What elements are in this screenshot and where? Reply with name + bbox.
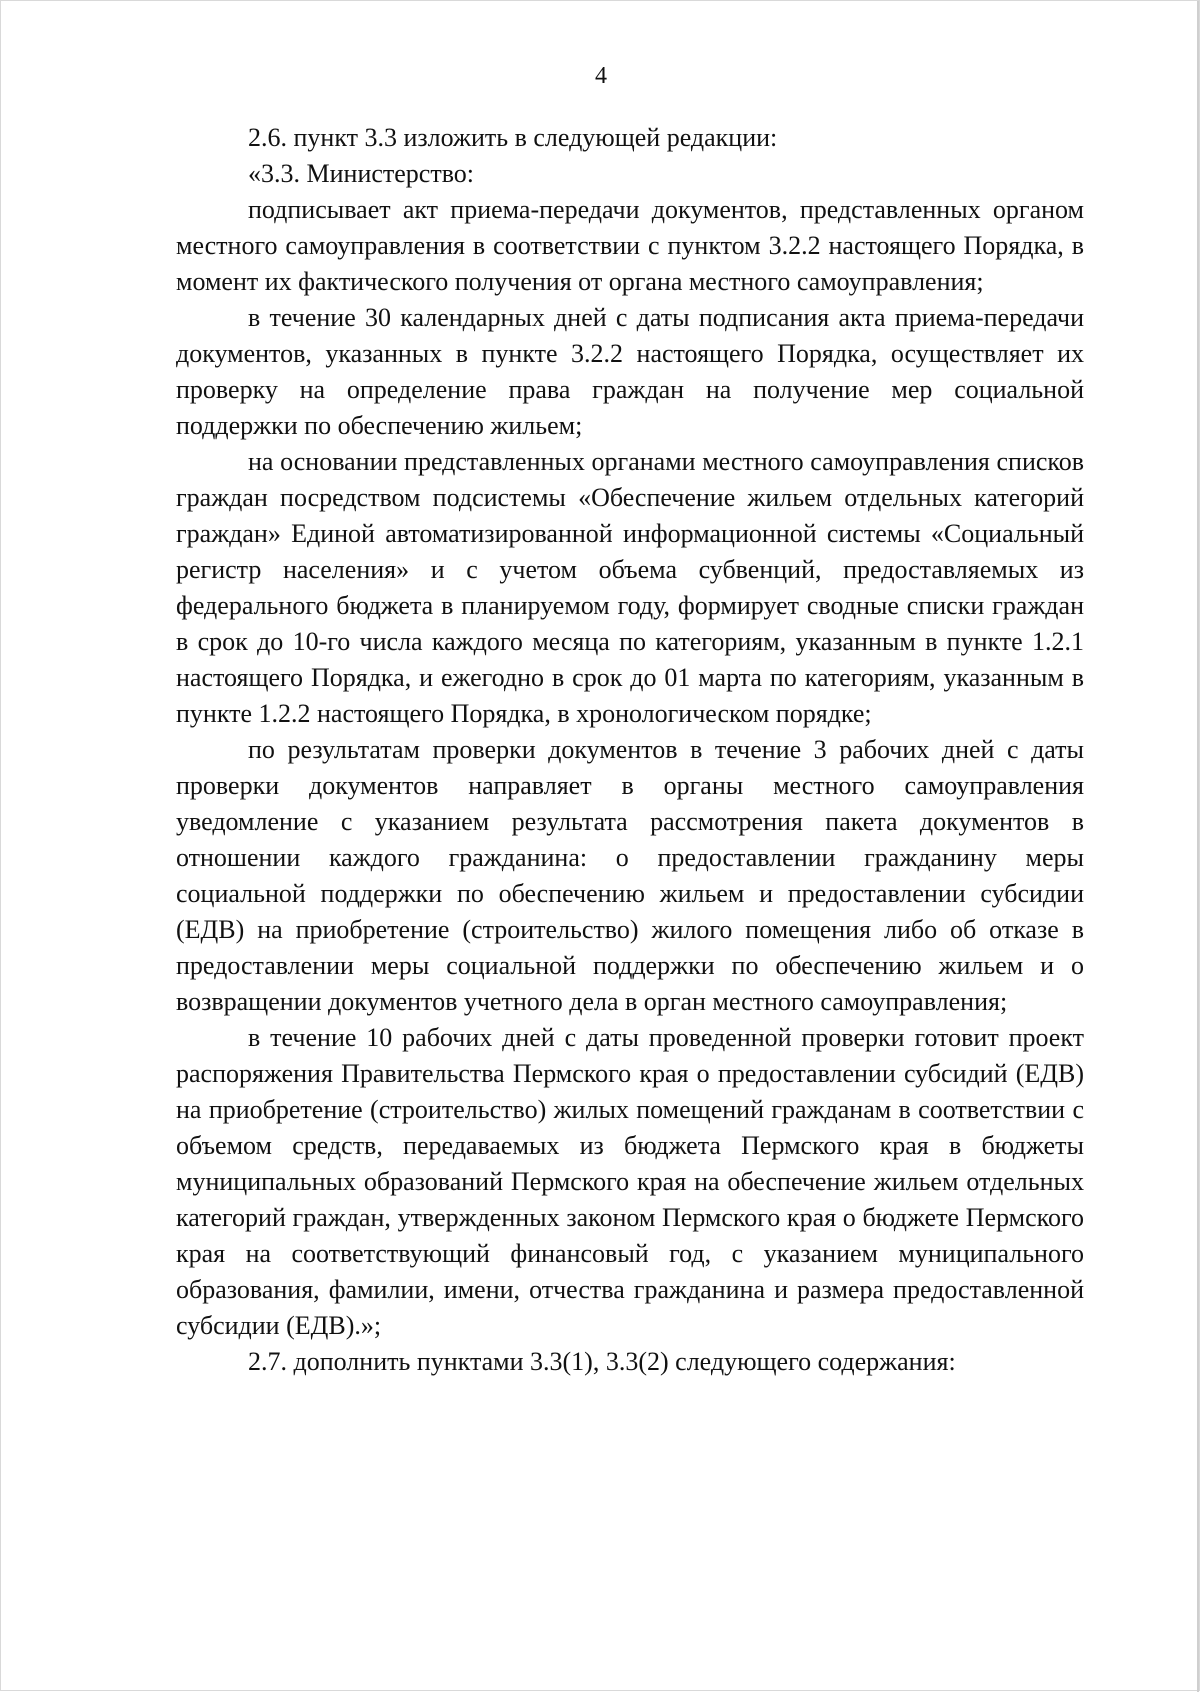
scan-edge-divider <box>1197 1 1199 1692</box>
paragraph-2-7: 2.7. дополнить пунктами 3.3(1), 3.3(2) следующего содержания: <box>248 1347 956 1376</box>
paragraph-summary-lists: на основании представленных органами местного самоуправления списков граждан посредством подсистемы «Обеспечение жильем отдельных категорий граждан» Единой автоматизированной информационной системы «Социальный регистр населения» и с учетом объема субвенций, предоставляемых из федерального бюджета в планируемом году, формирует сводные списки граждан в срок до 10-го числа каждого месяца по категориям, указанным в пункте 1.2.1 настоящего Порядка, и ежегодно в срок до 01 марта по категориям, указанным в пункте 1.2.2 настоящего Порядка, в хронологическом порядке; <box>176 447 1084 728</box>
document-body <box>176 120 1084 1380</box>
paragraph-3-3-heading: «3.3. Министерство: <box>248 159 475 188</box>
paragraph-3-days-notice: по результатам проверки документов в течение 3 рабочих дней с даты проверки документов направляет в органы местного самоуправления уведомление с указанием результата рассмотрения пакета документов в отношении каждого гражданина: о предоставлении гражданину меры социальной поддержки по обеспечению жильем и предоставлении субсидии (ЕДВ) на приобретение (строительство) жилого помещения либо об отказе в предоставлении меры социальной поддержки по обеспечению жильем и о возвращении документов учетного дела в орган местного самоуправления; <box>176 735 1084 1016</box>
paragraph-10-days-order: в течение 10 рабочих дней с даты проведенной проверки готовит проект распоряжения Правительства Пермского края о предоставлении субсидий (ЕДВ) на приобретение (строительство) жилых помещений гражданам в соответствии с объемом средств, передаваемых из бюджета Пермского края в бюджеты муниципальных образований Пермского края на обеспечение жильем отдельных категорий граждан, утвержденных законом Пермского края о бюджете Пермского края на соответствующий финансовый год, с указанием муниципального образования, фамилии, имени, отчества гражданина и размера предоставленной субсидии (ЕДВ).»; <box>176 1023 1084 1340</box>
paragraph-2-6: 2.6. пункт 3.3 изложить в следующей редакции: <box>248 123 778 152</box>
paragraph-signs-act: подписывает акт приема-передачи документов, представленных органом местного самоуправления в соответствии с пунктом 3.2.2 настоящего Порядка, в момент их фактического получения от органа местного самоуправления; <box>176 195 1084 296</box>
page-number: 4 <box>595 63 607 89</box>
paragraph-30-days-check: в течение 30 календарных дней с даты подписания акта приема-передачи документов, указанных в пункте 3.2.2 настоящего Порядка, осуществляет их проверку на определение права граждан на получение мер социальной поддержки по обеспечению жильем; <box>176 303 1084 440</box>
